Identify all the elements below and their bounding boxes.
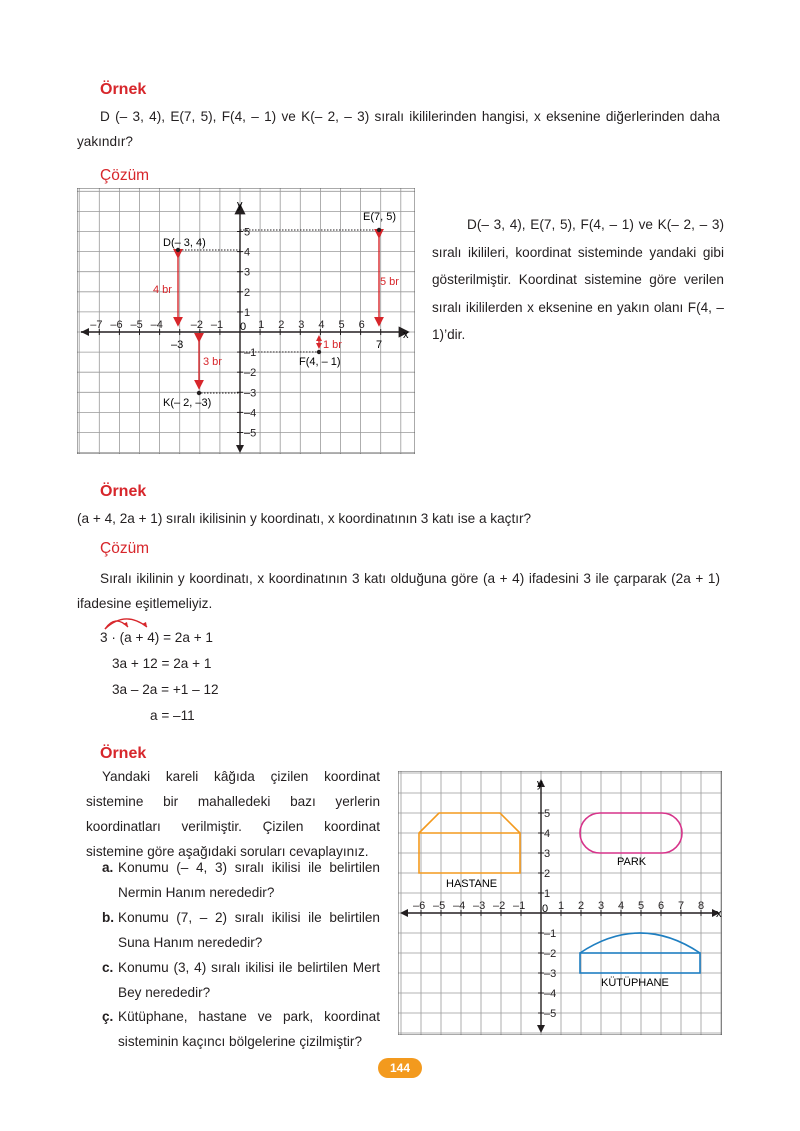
distribution-arrows xyxy=(100,612,160,632)
question-a-text: Konumu (– 4, 3) sıralı ikilisi ile belirtilen Nermin Hanım nerededir? xyxy=(118,860,380,900)
equation-line-2: 3a + 12 = 2a + 1 xyxy=(112,656,212,671)
y-tick-label: –2 xyxy=(244,367,257,380)
point-e-label: E(7, 5) xyxy=(363,211,397,223)
y-axis-label: y xyxy=(537,778,543,790)
page-number: 144 xyxy=(378,1058,422,1078)
point-e xyxy=(377,228,381,232)
x-tick-label: 3 xyxy=(598,900,605,912)
y-tick-label: 2 xyxy=(544,868,551,880)
y-tick-label: 4 xyxy=(244,246,251,259)
x-tick-label: 1 xyxy=(258,319,265,331)
y-tick-label: 2 xyxy=(244,286,251,299)
hospital-label: HASTANE xyxy=(446,878,498,890)
example-2-heading: Örnek xyxy=(100,483,147,500)
x-tick-label: 4 xyxy=(318,319,325,331)
x-tick-label: –6 xyxy=(110,319,123,331)
question-c-label: c. xyxy=(102,960,114,975)
equation-line-4: a = –11 xyxy=(150,708,195,723)
x-tick-label: 5 xyxy=(638,900,645,912)
y-tick-label: –1 xyxy=(244,347,257,360)
x-tick-label: 5 xyxy=(338,319,345,331)
example-1-solution-text: D(– 3, 4), E(7, 5), F(4, – 1) ve K(– 2, – 3) sıralı ikilileri, koordinat sisteminde yandaki gibi gösterilmiştir. Koordinat sistemine göre verilen sıralı ikililerden x eksenine en yakın olanı F(4, – 1)’dir. xyxy=(432,217,724,342)
y-tick-label: 3 xyxy=(244,266,251,279)
point-k-label: K(– 2, –3) xyxy=(163,397,212,409)
equation-line-3: 3a – 2a = +1 – 12 xyxy=(112,682,219,697)
example-3-intro: Yandaki kareli kâğıda çizilen koordinat sistemine bir mahalledeki bazı yerlerin koordinatları verilmiştir. Çizilen koordinat sistemine göre aşağıdaki soruları cevaplayınız. xyxy=(86,769,380,859)
y-tick-label: –2 xyxy=(544,948,557,960)
x-tick-label: –6 xyxy=(413,900,426,912)
x-tick-label: –1 xyxy=(513,900,526,912)
distance-k-label: 3 br xyxy=(203,356,222,368)
library-label: KÜTÜPHANE xyxy=(601,977,669,989)
x-tick-label: 6 xyxy=(658,900,665,912)
y-tick-label: –3 xyxy=(244,387,257,400)
point-k xyxy=(197,391,201,395)
x-tick-label: –1 xyxy=(210,319,224,331)
question-c-cedilla xyxy=(102,1004,380,1054)
point-f xyxy=(317,350,321,354)
coordinate-graph-1 xyxy=(77,188,415,454)
x-tick-label: 3 xyxy=(298,319,305,331)
example-3-heading: Örnek xyxy=(100,745,147,762)
example-2-solution-heading: Çözüm xyxy=(100,540,150,557)
origin-label: 0 xyxy=(240,321,247,333)
neighborhood-map-graph xyxy=(398,771,722,1035)
x-tick-label: –2 xyxy=(493,900,506,912)
origin-label: 0 xyxy=(542,903,549,915)
question-a xyxy=(102,855,380,905)
question-b-text: Konumu (7, – 2) sıralı ikilisi ile belirtilen Suna Hanım nerededir? xyxy=(118,910,380,950)
y-tick-label: –4 xyxy=(244,407,257,420)
example-2-question: (a + 4, 2a + 1) sıralı ikilisinin y koordinatı, x koordinatının 3 katı ise a kaçtır? xyxy=(77,511,532,526)
distance-e-label: 5 br xyxy=(380,276,399,288)
x-axis-label: x xyxy=(716,908,722,920)
question-b xyxy=(102,905,380,955)
x-tick-label: 1 xyxy=(558,900,565,912)
example-2-solution-text: Sıralı ikilinin y koordinatı, x koordinatının 3 katı olduğuna göre (a + 4) ifadesini 3 ile çarparak (2a + 1) ifadesine eşitlemeliyiz. xyxy=(77,571,720,611)
question-c-text: Konumu (3, 4) sıralı ikilisi ile belirtilen Mert Bey nerededir? xyxy=(118,960,380,1000)
y-tick-label: 5 xyxy=(544,808,551,820)
x-tick-label: –3 xyxy=(473,900,486,912)
y-tick-label: 1 xyxy=(544,888,551,900)
y-tick-label: 5 xyxy=(244,226,251,239)
y-tick-label: 3 xyxy=(544,848,551,860)
library-shape xyxy=(580,953,700,973)
y-tick-label: 1 xyxy=(244,306,251,319)
x-tick-label: –5 xyxy=(130,319,143,331)
hospital-shape xyxy=(419,813,520,873)
y-tick-label: –5 xyxy=(244,427,257,440)
y-tick-label: 4 xyxy=(544,828,551,840)
x-axis-label: x xyxy=(403,329,409,341)
y-tick-label: –1 xyxy=(544,928,557,940)
x-tick-label: –7 xyxy=(90,319,103,331)
y-tick-label: –4 xyxy=(544,988,557,1000)
park-label: PARK xyxy=(617,856,647,868)
question-c-cedilla-label: ç. xyxy=(102,1009,114,1024)
example-1-heading: Örnek xyxy=(100,81,147,98)
x-tick-label: –2 xyxy=(190,319,204,331)
x-tick-label: –4 xyxy=(453,900,466,912)
question-c xyxy=(102,955,380,1005)
x-tick-label: 2 xyxy=(578,900,585,912)
point-f-label: F(4, – 1) xyxy=(299,356,341,368)
equation-line-1: 3 · (a + 4) = 2a + 1 xyxy=(100,630,213,645)
point-d-label: D(– 3, 4) xyxy=(163,237,206,249)
question-a-label: a. xyxy=(102,860,114,875)
x-tick-label-7: 7 xyxy=(376,339,383,351)
x-tick-label: 4 xyxy=(618,900,625,912)
example-1-solution-heading: Çözüm xyxy=(100,167,150,184)
question-b-label: b. xyxy=(102,910,115,925)
example-1-question: D (– 3, 4), E(7, 5), F(4, – 1) ve K(– 2, – 3) sıralı ikililerinden hangisi, x eksenine diğerlerinden daha yakındır? xyxy=(77,109,720,149)
x-tick-label-m3: –3 xyxy=(171,339,184,351)
x-tick-label: 2 xyxy=(278,319,285,331)
y-axis-label: y xyxy=(237,199,243,211)
distance-f-label: 1 br xyxy=(323,339,342,351)
distance-d-label: 4 br xyxy=(153,284,172,296)
y-tick-label: –3 xyxy=(544,968,557,980)
x-tick-label: 8 xyxy=(698,900,705,912)
x-tick-label: –4 xyxy=(150,319,163,331)
question-c-cedilla-text: Kütüphane, hastane ve park, koordinat sisteminin kaçıncı bölgelerine çizilmiştir? xyxy=(118,1009,380,1049)
x-tick-label: 7 xyxy=(678,900,685,912)
x-tick-label: 6 xyxy=(358,319,365,331)
y-tick-label: –5 xyxy=(544,1008,557,1020)
x-tick-label: –5 xyxy=(433,900,446,912)
